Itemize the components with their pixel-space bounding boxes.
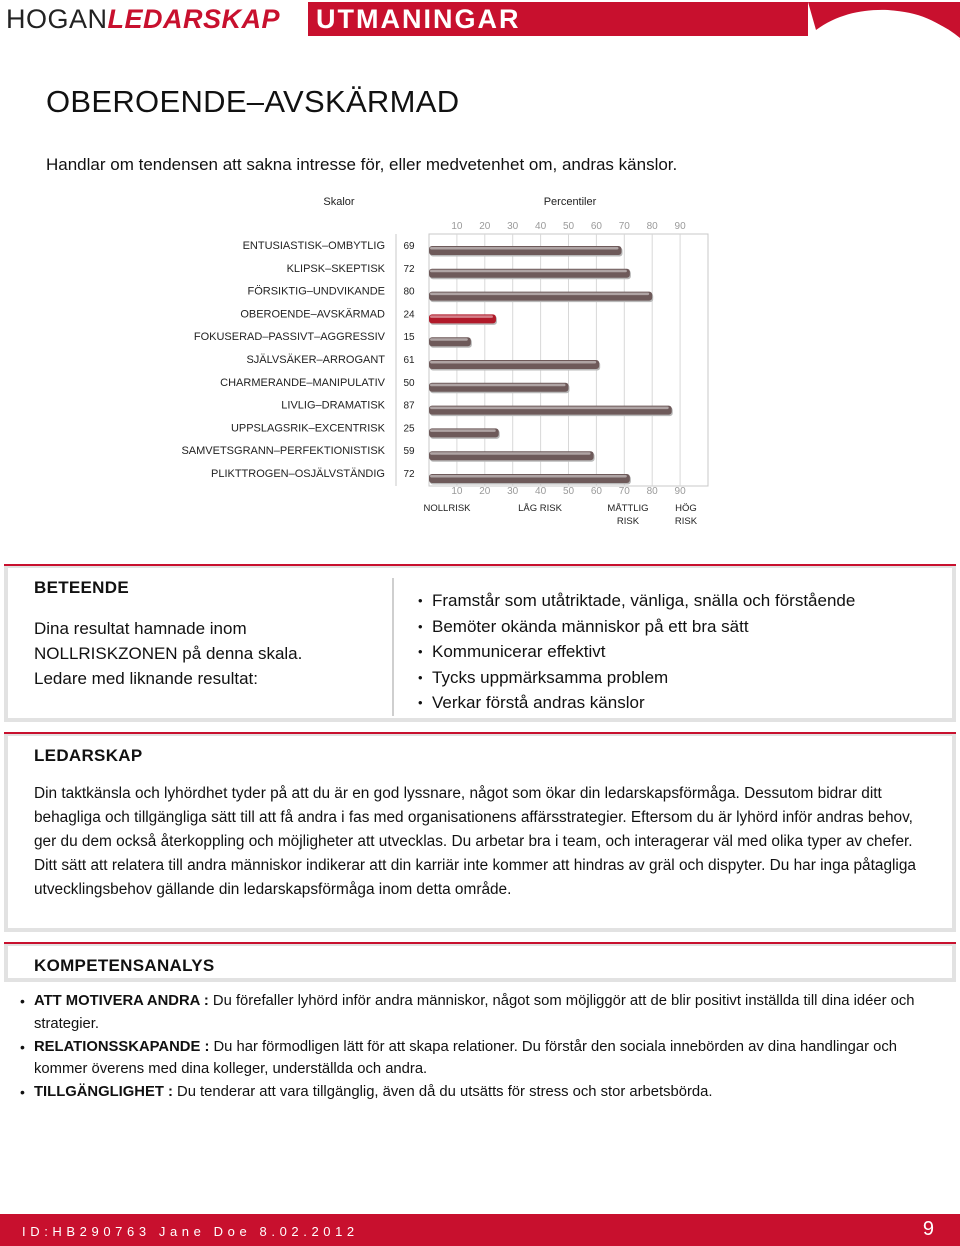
behavior-bullet: • Tycks uppmärksamma problem <box>418 665 855 691</box>
competence-label: ATT MOTIVERA ANDRA : <box>34 993 209 1009</box>
bar-highlight <box>430 293 649 296</box>
competence-text: Du har förmodligen lätt för att skapa relationer. Du förstår den sociala innebörden av dina handlingar och kommer överens med dina kolleger, underställda och andra. <box>34 1038 898 1078</box>
tick-label-bottom: 80 <box>646 486 658 497</box>
tick-label-top: 50 <box>562 221 575 232</box>
footer-id: ID:HB290763 Jane Doe 8.02.2012 <box>22 1224 359 1239</box>
tick-label-top: 60 <box>590 221 602 232</box>
competence-label: RELATIONSSKAPANDE : <box>34 1038 210 1055</box>
scale-score: 80 <box>403 286 415 298</box>
competence-text: Du förefaller lyhörd inför andra människor, något som möjliggör att de blir positivt inställda till dina idéer och strategier. <box>34 993 915 1032</box>
bar-highlight <box>430 452 591 455</box>
page-footer <box>0 1214 960 1246</box>
behavior-divider <box>392 578 394 716</box>
brand-utmaningar: UTMANINGAR <box>316 4 521 34</box>
competence-box-accent <box>4 942 956 944</box>
scale-score: 25 <box>403 423 415 435</box>
leadership-title: LEDARSKAP <box>34 746 143 765</box>
tick-label-bottom: 60 <box>590 486 602 497</box>
behavior-bullets <box>418 588 855 716</box>
scale-label: ENTUSIASTISK–OMBYTLIG <box>242 240 385 252</box>
tick-label-top: 80 <box>646 221 658 232</box>
behavior-box-accent <box>4 564 956 566</box>
competence-label: TILLGÄNGLIGHET : <box>34 1084 173 1101</box>
page-title: OBEROENDE–AVSKÄRMAD <box>46 84 460 119</box>
behavior-intro-line: Dina resultat hamnade inom <box>34 619 247 638</box>
competence-text: Du tenderar att vara tillgänglig, även då du utsätts för stress och stor arbetsbörda. <box>172 1084 713 1101</box>
bar-highlight <box>430 475 627 478</box>
risk-zone-label: LÅG RISK <box>518 503 562 514</box>
behavior-bullet: • Verkar förstå andras känslor <box>418 690 855 716</box>
scale-score: 72 <box>403 469 415 480</box>
risk-zone-label: MÅTTLIG <box>607 503 649 514</box>
tick-label-top: 40 <box>535 221 547 232</box>
page-subtitle: Handlar om tendensen att sakna intresse för, eller medvetenhet om, andras känslor. <box>46 155 678 174</box>
bar-highlight <box>430 429 496 432</box>
tick-label-bottom: 50 <box>562 486 575 497</box>
scale-label: LIVLIG–DRAMATISK <box>281 399 385 412</box>
tick-label-bottom: 90 <box>674 486 686 497</box>
competence-item <box>20 990 940 1036</box>
tick-label-bottom: 20 <box>479 486 491 497</box>
competence-item <box>20 1081 940 1104</box>
scale-score: 72 <box>403 263 415 275</box>
scale-score: 24 <box>403 309 415 321</box>
brand-banner <box>308 2 808 36</box>
page-header <box>0 0 960 36</box>
scales-header: Skalor <box>323 196 355 208</box>
risk-zone-label: NOLLRISK <box>423 503 471 514</box>
bar-highlight <box>430 315 493 318</box>
swoosh-graphic <box>808 0 960 40</box>
page-number: 9 <box>922 1218 934 1240</box>
scale-score: 69 <box>403 241 415 252</box>
tick-label-top: 10 <box>451 221 463 232</box>
behavior-bullet: • Bemöter okända människor på ett bra sätt <box>418 614 855 640</box>
tick-label-bottom: 10 <box>451 486 463 497</box>
brand-logo <box>6 4 280 35</box>
tick-label-top: 90 <box>674 221 686 232</box>
competence-item <box>20 1036 940 1082</box>
tick-label-bottom: 30 <box>507 486 519 497</box>
bar-highlight <box>430 270 627 273</box>
scale-label: OBEROENDE–AVSKÄRMAD <box>240 308 385 321</box>
leadership-box-accent <box>4 732 956 734</box>
risk-zone-label: HÖG <box>675 503 697 514</box>
scale-score: 15 <box>403 332 415 344</box>
tick-label-bottom: 40 <box>535 486 547 497</box>
scale-label: FÖRSIKTIG–UNDVIKANDE <box>247 285 385 298</box>
scale-label: SAMVETSGRANN–PERFEKTIONISTISK <box>181 445 385 458</box>
competence-list <box>20 990 940 1104</box>
behavior-bullet: • Kommunicerar effektivt <box>418 639 855 665</box>
leadership-text: Din taktkänsla och lyhördhet tyder på att du är en god lyssnare, något som ökar din ledarskapsförmåga. Dessutom bidrar ditt behagliga och tillgängliga sätt till att få andra i fas med organisationens affärsstrategier. Eftersom du är lyhörd inför andras behov, ger du dem också återkoppling och möjligheter att utvecklas. Du arbetar bra i team, och interagerar väl med olika typer av chefer. Ditt sätt att relatera till andra människor indikerar att din karriär inte kommer att hindras av gräl och dispyter. Du har inga påtagliga utvecklingsbehov gällande din ledarskapsförmåga inom detta område. <box>34 785 916 898</box>
tick-label-top: 20 <box>479 221 491 232</box>
bar-highlight <box>430 338 468 341</box>
scale-label: SJÄLVSÄKER–ARROGANT <box>246 354 385 366</box>
bar-highlight <box>430 384 566 387</box>
scale-score: 87 <box>403 400 415 412</box>
scale-label: UPPSLAGSRIK–EXCENTRISK <box>230 422 385 435</box>
bar-highlight <box>430 247 619 250</box>
percentile-header: Percentiler <box>543 196 597 208</box>
brand-ledarskap: LEDARSKAP <box>107 4 281 34</box>
bar-highlight <box>430 407 669 410</box>
behavior-intro-line: NOLLRISKZONEN på denna skala. <box>34 644 303 663</box>
scale-label: CHARMERANDE–MANIPULATIV <box>220 376 385 389</box>
bar-highlight <box>430 361 596 364</box>
behavior-bullet: • Framstår som utåtriktade, vänliga, snälla och förstående <box>418 588 855 614</box>
scale-label: KLIPSK–SKEPTISK <box>286 262 385 275</box>
behavior-intro-line: Ledare med liknande resultat: <box>34 669 258 688</box>
tick-label-bottom: 70 <box>618 486 630 497</box>
risk-zone-label: RISK <box>616 516 640 527</box>
competence-title: KOMPETENSANALYS <box>34 956 215 975</box>
scale-label: PLIKTTROGEN–OSJÄLVSTÄNDIG <box>210 468 385 480</box>
risk-zone-label: RISK <box>674 516 698 527</box>
behavior-title: BETEENDE <box>34 578 129 597</box>
brand-hogan: HOGAN <box>6 4 108 34</box>
tick-label-top: 70 <box>618 221 630 232</box>
percentile-chart <box>0 190 960 530</box>
scale-score: 50 <box>403 377 415 389</box>
scale-label: FOKUSERAD–PASSIVT–AGGRESSIV <box>193 331 385 344</box>
tick-label-top: 30 <box>507 221 519 232</box>
behavior-intro <box>34 616 354 691</box>
scale-score: 61 <box>403 355 415 366</box>
scale-score: 59 <box>403 446 415 458</box>
